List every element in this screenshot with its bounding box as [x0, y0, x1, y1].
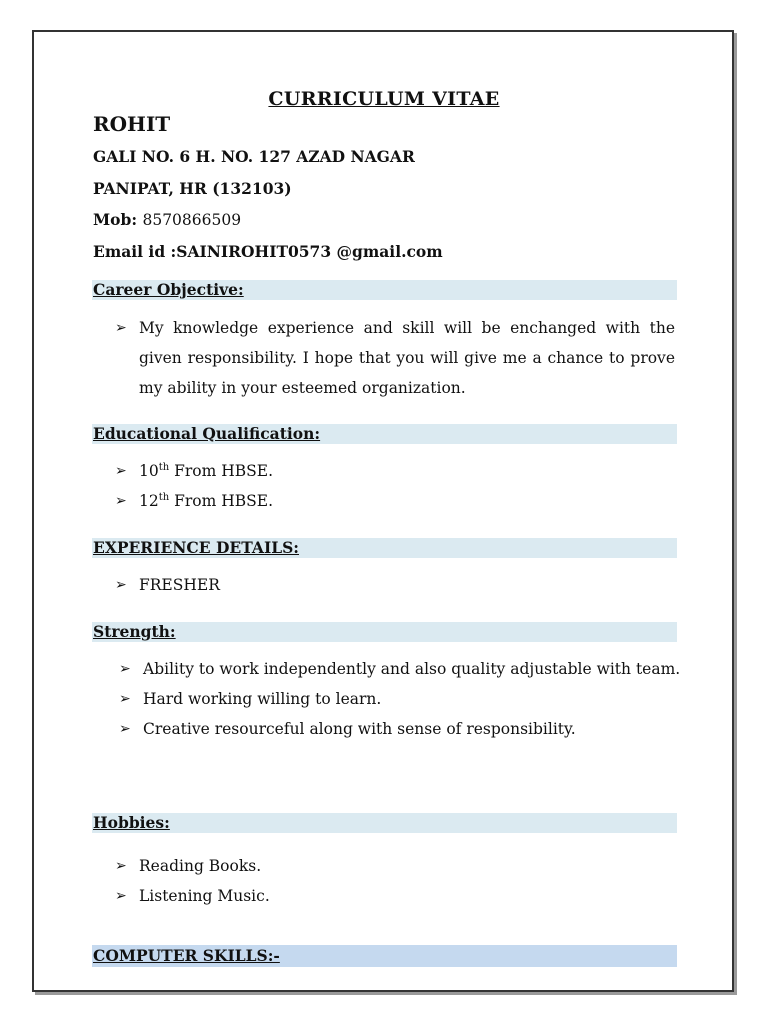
experience-heading: EXPERIENCE DETAILS: [93, 538, 300, 557]
career-objective-text: My knowledge experience and skill will be enchanged with the given responsibility. I hope that you will give me a chance to prove my ability in your esteemed organization. [139, 319, 675, 397]
arrow-bullet-icon: ➢ [115, 577, 127, 593]
strength-list [119, 654, 680, 744]
strength-section [92, 622, 677, 642]
hobbies-heading: Hobbies: [93, 813, 170, 832]
document-title: CURRICULUM VITAE [268, 88, 500, 110]
mobile-value: 8570866509 [142, 211, 242, 229]
arrow-bullet-icon: ➢ [115, 320, 127, 336]
arrow-bullet-icon: ➢ [119, 691, 131, 707]
arrow-bullet-icon: ➢ [115, 858, 127, 874]
career-objective-heading: Career Objective: [93, 280, 244, 299]
computer-skills-section [92, 945, 677, 967]
email-value: SAINIROHIT0573 @gmail.com [176, 242, 443, 261]
career-objective-section [92, 280, 677, 300]
experience-list [115, 570, 220, 600]
arrow-bullet-icon: ➢ [119, 721, 131, 737]
computer-skills-heading: COMPUTER SKILLS:- [93, 946, 280, 965]
mobile-row [93, 210, 241, 229]
arrow-bullet-icon: ➢ [119, 661, 131, 677]
email-row [93, 242, 443, 261]
strength-item: ➢ Ability to work independently and also quality adjustable with team. [119, 654, 680, 684]
strength-item: ➢ Hard working willing to learn. [119, 684, 680, 714]
strength-heading: Strength: [93, 622, 176, 641]
education-heading: Educational Qualification: [93, 424, 321, 443]
hobbies-item: ➢ Reading Books. [115, 851, 270, 881]
hobbies-section [92, 813, 677, 833]
experience-item: ➢ FRESHER [115, 570, 220, 600]
mobile-label: Mob: [93, 210, 138, 229]
arrow-bullet-icon: ➢ [115, 888, 127, 904]
address-line-2: PANIPAT, HR (132103) [93, 179, 292, 198]
experience-section [92, 538, 677, 558]
education-item: ➢ 10th From HBSE. [115, 456, 273, 486]
hobbies-item: ➢ Listening Music. [115, 881, 270, 911]
strength-item: ➢ Creative resourceful along with sense of responsibility. [119, 714, 680, 744]
address-line-1: GALI NO. 6 H. NO. 127 AZAD NAGAR [93, 147, 415, 166]
arrow-bullet-icon: ➢ [115, 493, 127, 509]
hobbies-list [115, 851, 270, 911]
arrow-bullet-icon: ➢ [115, 463, 127, 479]
education-section [92, 424, 677, 444]
email-label: Email id : [93, 242, 177, 261]
career-objective-item [115, 313, 675, 403]
education-item: ➢ 12th From HBSE. [115, 486, 273, 516]
education-list [115, 456, 273, 516]
applicant-name: ROHIT [93, 112, 171, 136]
